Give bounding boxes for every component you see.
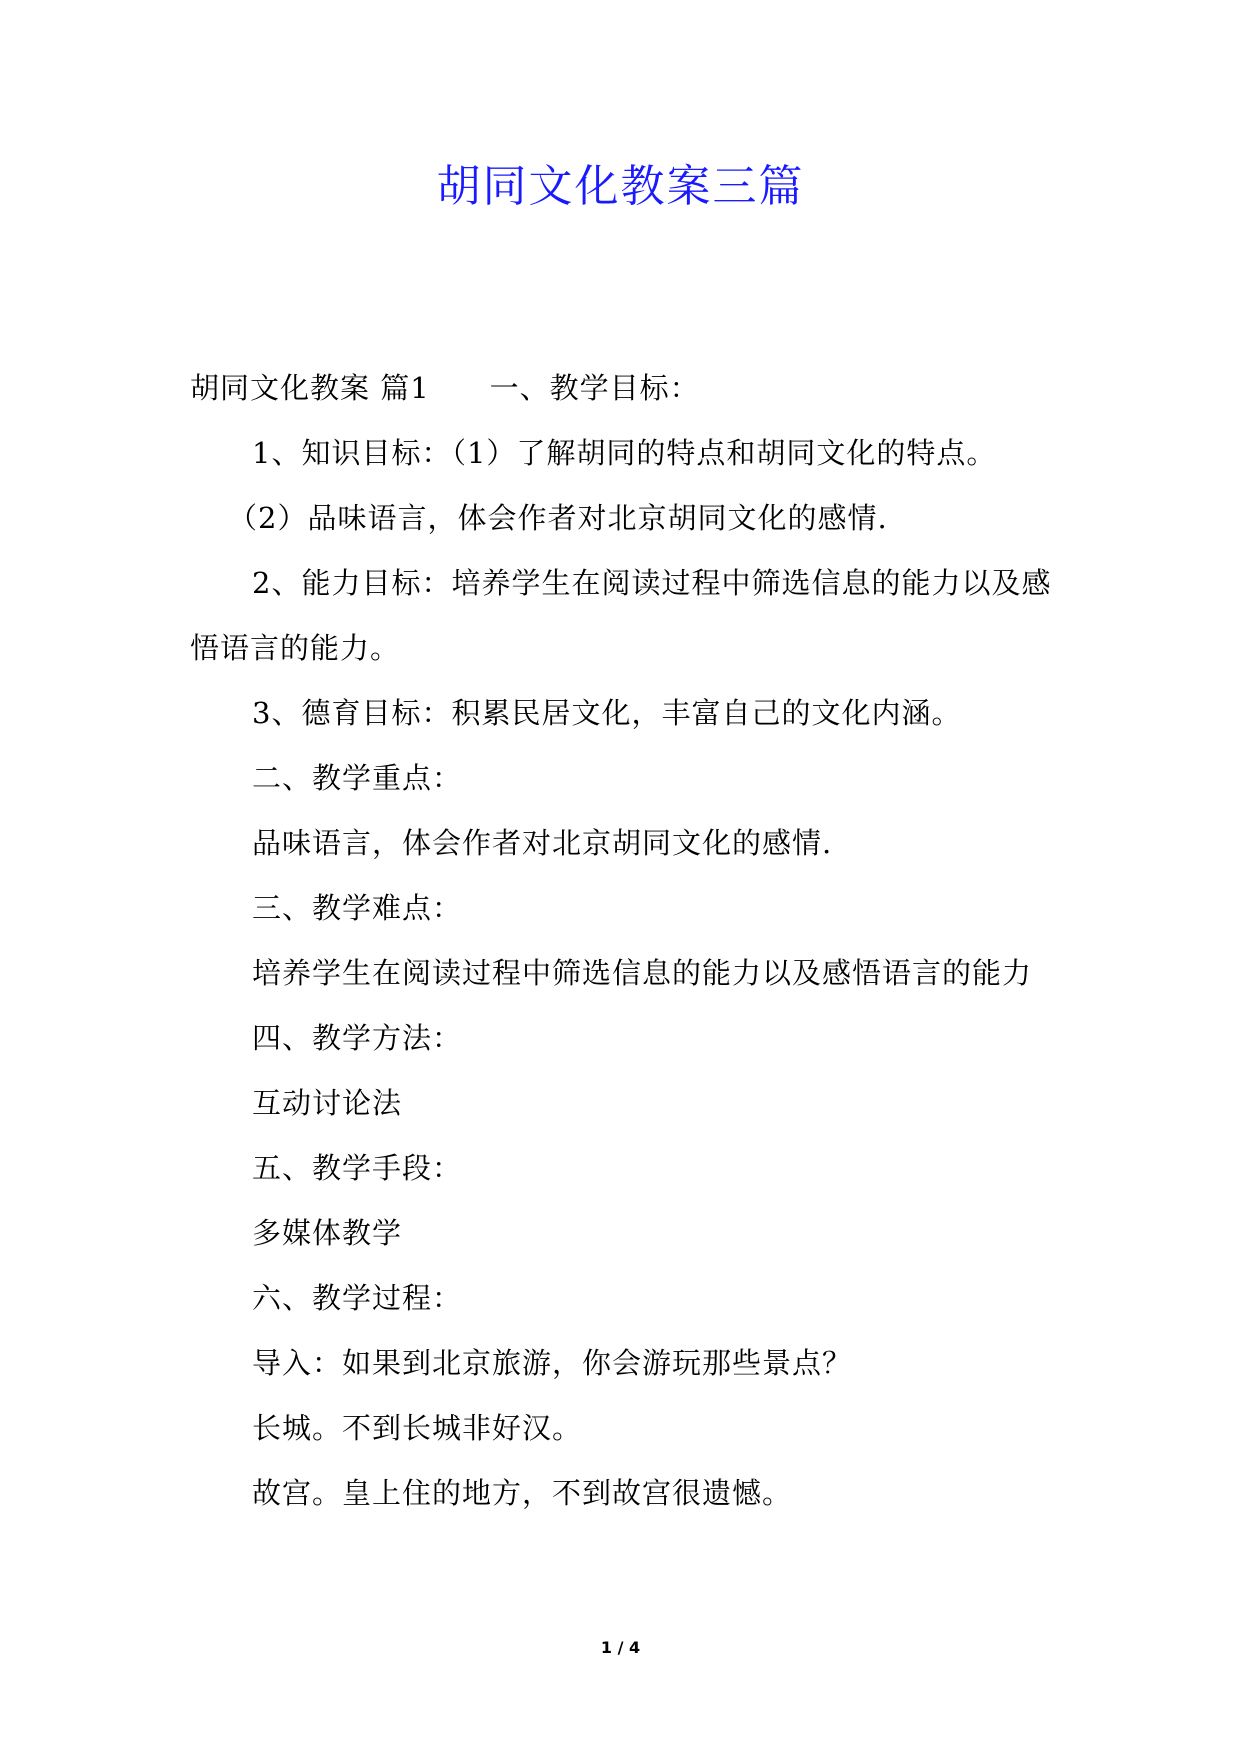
paragraph: 故宫。皇上住的地方，不到故宫很遗憾。: [252, 1476, 793, 1510]
heading: 四、教学方法：: [252, 1021, 463, 1055]
paragraph: 1、知识目标：（1）了解胡同的特点和胡同文化的特点。: [252, 436, 997, 470]
paragraph: 多媒体教学: [252, 1216, 403, 1250]
section-heading: 胡同文化教案 篇1: [190, 371, 430, 405]
paragraph: 长城。不到长城非好汉。: [252, 1411, 583, 1445]
paragraph: 互动讨论法: [252, 1086, 403, 1120]
paragraph: 2、能力目标：培养学生在阅读过程中筛选信息的能力以及感悟语言的能力。: [190, 566, 1052, 665]
paragraph: 3、德育目标：积累民居文化，丰富自己的文化内涵。: [252, 696, 962, 730]
paragraph: 品味语言，体会作者对北京胡同文化的感情.: [252, 826, 833, 860]
paragraph: 导入：如果到北京旅游，你会游玩那些景点？: [252, 1346, 853, 1380]
heading: 六、教学过程：: [252, 1281, 463, 1315]
paragraph: 培养学生在阅读过程中筛选信息的能力以及感悟语言的能力: [252, 956, 1033, 990]
document-body: [190, 356, 1060, 1526]
paragraph: （2）品味语言，体会作者对北京胡同文化的感情.: [228, 501, 888, 535]
objectives-heading: 一、教学目标：: [489, 371, 700, 405]
page-number: 1 / 4: [600, 1638, 641, 1657]
section-heading-line: [190, 356, 1060, 421]
heading: 三、教学难点：: [252, 891, 463, 925]
heading: 五、教学手段：: [252, 1151, 463, 1185]
heading: 二、教学重点：: [252, 761, 463, 795]
document-title: 胡同文化教案三篇: [436, 161, 805, 212]
